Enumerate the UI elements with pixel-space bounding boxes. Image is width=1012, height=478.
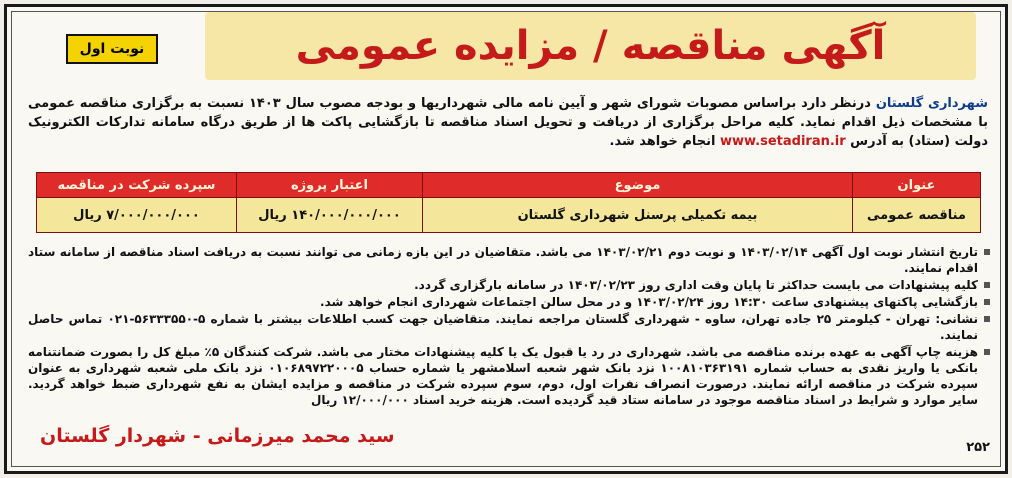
setad-url: www.setadiran.ir [719,134,846,149]
page-number: ۲۵۲ [966,440,990,455]
organization-name: شهرداری گلستان [875,96,989,111]
conditions-list [28,244,992,409]
intro-end: انجام خواهد شد. [609,134,720,149]
list-item: بازگشایی پاکتهای پیشنهادی ساعت ۱۴:۳۰ روز ۱۴۰۳/۰۲/۲۴ و در محل سالن اجتماعات شهرداری انجام خواهد شد. [28,294,992,310]
header-subject: موضوع [423,173,853,198]
table-row [37,198,981,233]
intro-text: درنظر دارد براساس مصوبات شورای شهر و آیین نامه مالی شهرداریها و بودجه مصوب سال ۱۴۰۳ نسبت به برگزاری مناقصه عمومی با مشخصات ذیل اقدام نماید. کلیه مراحل برگزاری از دریافت و تحویل اسناد مناقصه تا بازگشایی پاکت ها از طریق درگاه سامانه تدارکات الکترونیک دولت (ستاد) به آدرس [28,96,988,149]
list-item: هزینه چاپ آگهی به عهده برنده مناقصه می باشد. شهرداری در رد یا قبول یک یا کلیه پیشنهادات مختار می باشد. شرکت کنندگان ۵٪ مبلغ کل را بصورت ضمانتنامه بانکی یا واریز نقدی به حساب شماره ۱۰۰۸۱۰۳۶۳۱۹۱ نزد بانک شهر شعبه اسلامشهر یا شماره حساب ۰۱۰۶۸۹۷۲۲۰۰۰۵ نزد بانک ملی شعبه شهرداری به عنوان سپرده شرکت در مناقصه ارائه نمایند. درصورت انصراف نفرات اول، دوم، سوم سپرده شرکت در مناقصه و مزایده ایشان به نفع شهرداری ضبط خواهد گردید. سایر موارد و شرایط در اسناد مناقصه موجود در سامانه ستاد قید گردیده است. هزینه خرید اسناد ۱۲/۰۰۰/۰۰۰ ریال [28,344,992,408]
cell-budget: ۱۴۰/۰۰۰/۰۰۰/۰۰۰ ریال [237,198,423,233]
list-item: تاریخ انتشار نوبت اول آگهی ۱۴۰۳/۰۲/۱۴ و نوبت دوم ۱۴۰۳/۰۲/۲۱ می باشد. متقاضیان در این بازه زمانی می توانند نسبت به دریافت اسناد مناقصه از سامانه ستاد اقدام نمایند. [28,244,992,276]
signature: سید محمد میرزمانی - شهردار گلستان [40,425,395,447]
list-item: کلیه پیشنهادات می بایست حداکثر تا پایان وقت اداری روز ۱۴۰۳/۰۲/۲۳ در سامانه بارگزاری گردد. [28,277,992,293]
cell-title: مناقصه عمومی [853,198,981,233]
intro-paragraph [28,94,988,151]
header-budget: اعتبار پروژه [237,173,423,198]
cell-subject: بیمه تکمیلی پرسنل شهرداری گلستان [423,198,853,233]
ad-title: آگهی مناقصه / مزایده عمومی [295,23,886,69]
header-title: عنوان [853,173,981,198]
tender-table [36,172,981,233]
header-deposit: سپرده شرکت در مناقصه [37,173,237,198]
cell-deposit: ۷/۰۰۰/۰۰۰/۰۰۰ ریال [37,198,237,233]
list-item: نشانی: تهران - کیلومتر ۲۵ جاده تهران، ساوه - شهرداری گلستان مراجعه نمایند. متقاضیان جهت کسب اطلاعات بیشتر با شماره ۵-۵۶۳۳۳۵۵۰-۰۲۱ تماس حاصل نمایند. [28,311,992,343]
round-badge: نوبت اول [66,34,158,64]
